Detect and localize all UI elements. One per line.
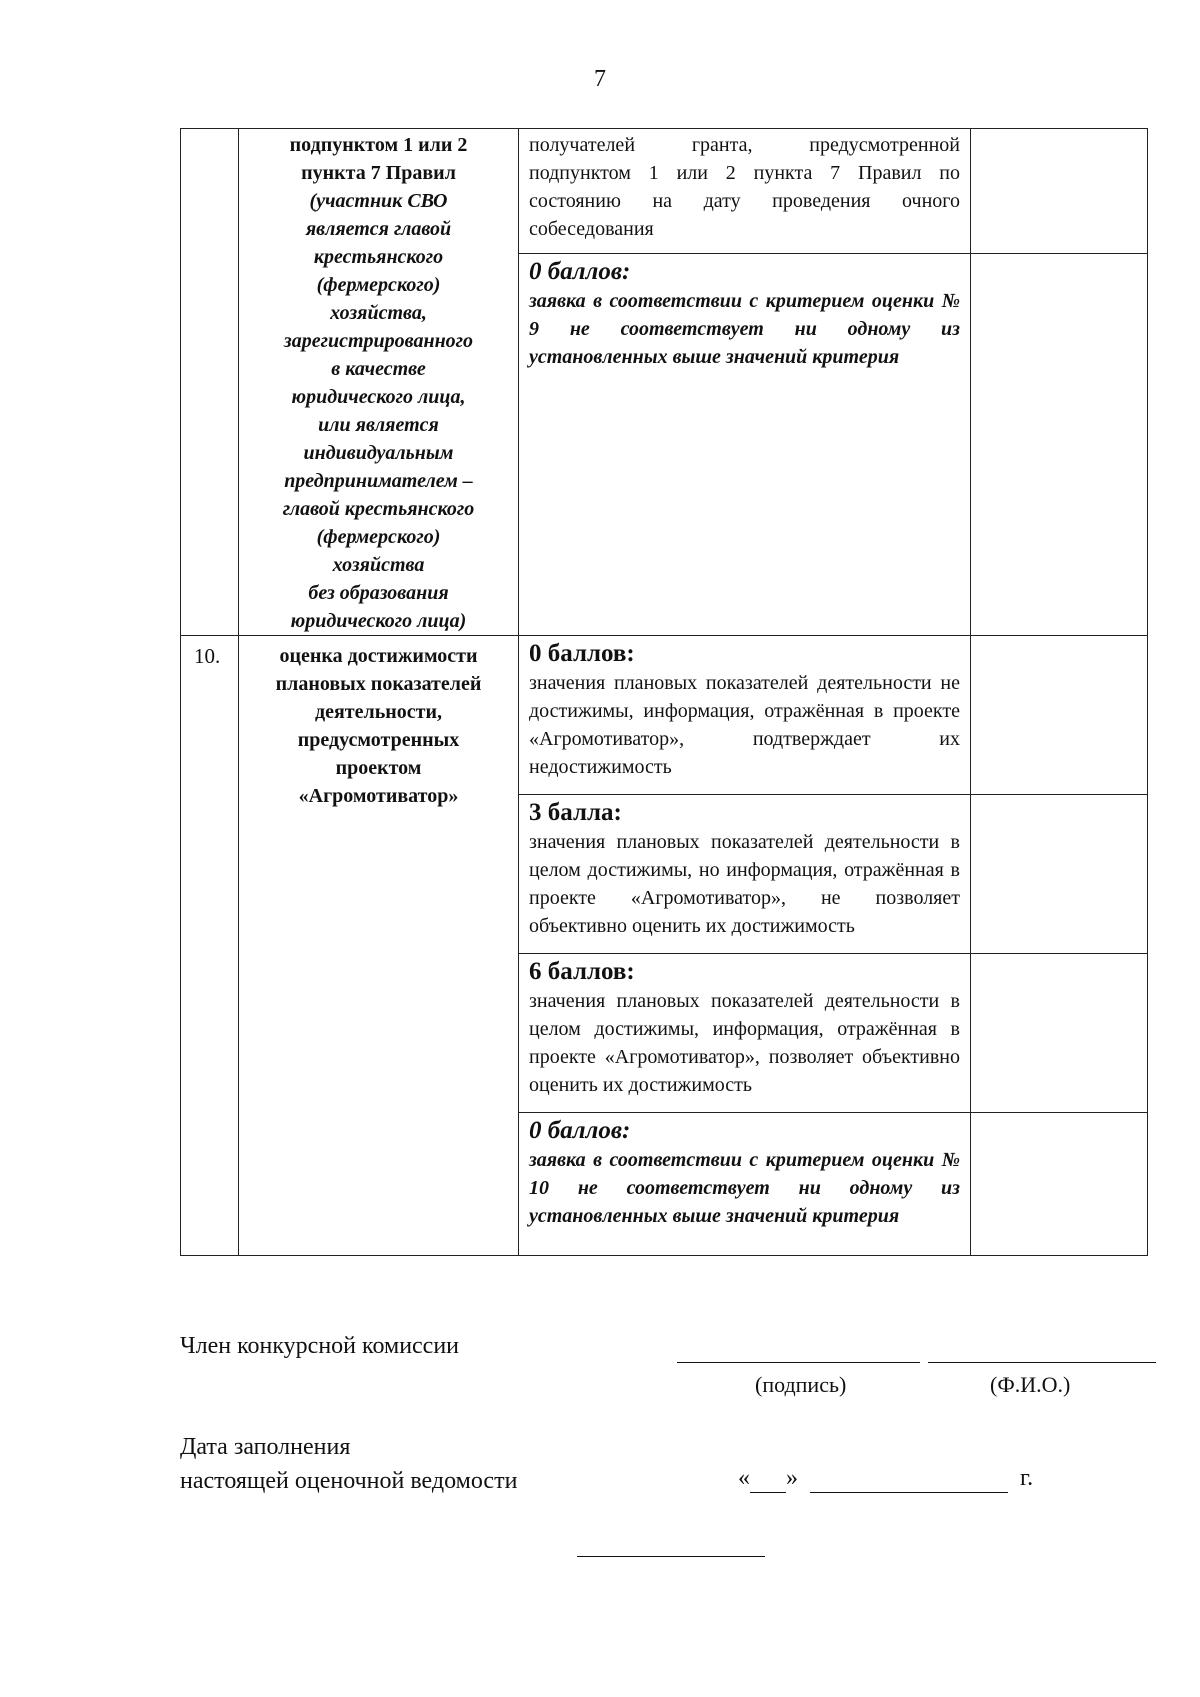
criterion-10-name-line: предусмотренных	[297, 729, 460, 751]
full-name-line[interactable]	[928, 1362, 1156, 1363]
score-label-level-0: 0 баллов:	[529, 640, 635, 667]
criterion-9-name-line: (фермерского)	[316, 274, 441, 296]
criterion-10-name-line: плановых показателей	[275, 673, 482, 695]
criterion-9-name-line: главой крестьянского	[282, 498, 475, 520]
criterion-9-name-line: зарегистрированного	[283, 330, 474, 352]
score-label-level-3: 3 балла:	[529, 799, 622, 826]
description-cell	[519, 254, 971, 636]
score-cell	[971, 795, 1148, 954]
criterion-9-name-line: индивидуальным	[303, 442, 454, 464]
commission-member-label: Член конкурсной комиссии	[180, 1333, 460, 1359]
description-cell	[519, 129, 971, 254]
day-open-quote: «	[738, 1465, 750, 1491]
row-number-cell	[181, 636, 239, 1256]
criterion-9-name-line: пункта 7 Правил	[301, 162, 456, 184]
score-label-level-6: 6 баллов:	[529, 958, 635, 985]
full-name-caption: (Ф.И.О.)	[990, 1372, 1071, 1397]
criterion-name-cell	[239, 129, 519, 636]
criterion-10-name-line: проектом	[335, 757, 422, 779]
criterion-9-name-line: или является	[318, 414, 439, 436]
criterion-9-name-line: (участник СВО	[309, 190, 448, 212]
row-number-cell	[181, 129, 239, 636]
fill-date-field	[738, 1465, 1033, 1493]
score-text-zero: заявка в соответствии с критерием оценки № 10 не соответствует ни одному из установленных выше значений критерия	[529, 1149, 960, 1227]
signature-line[interactable]	[677, 1362, 920, 1363]
criterion-9-name-line: (фермерского)	[316, 526, 441, 548]
criterion-9-name-line: юридического лица,	[291, 386, 466, 408]
score-label-zero: 0 баллов:	[529, 1117, 631, 1144]
criterion-10-name-line: оценка достижимости	[279, 645, 478, 667]
fill-date-label	[180, 1430, 517, 1498]
evaluation-table	[180, 128, 1148, 1256]
criterion-9-name-line: юридического лица)	[290, 610, 467, 632]
score-cell	[971, 954, 1148, 1113]
criterion-9-name	[239, 129, 518, 635]
score-cell	[971, 636, 1148, 795]
score-text-level-0: значения плановых показателей деятельности не достижимы, информация, отражённая в проекте «Агромотиватор», подтверждает их недостижимость	[529, 672, 960, 778]
criterion-9-name-line: является главой	[305, 218, 452, 240]
criterion-9-name-line: предпринимателем –	[284, 470, 473, 492]
month-year-blank[interactable]	[810, 1465, 1008, 1493]
score-label-zero: 0 баллов:	[529, 258, 631, 286]
page-number: 7	[594, 66, 606, 92]
criterion-name-cell	[239, 636, 519, 1256]
year-suffix: г.	[1020, 1465, 1034, 1491]
score-cell	[971, 129, 1148, 254]
criterion-9-name-line: подпунктом 1 или 2	[289, 134, 468, 156]
criterion-10-name	[239, 636, 518, 810]
description-cell	[519, 1113, 971, 1256]
fill-date-label-line-2: настоящей оценочной ведомости	[180, 1468, 518, 1494]
criterion-9-name-line: крестьянского	[313, 246, 444, 268]
criterion-10-name-line: «Агромотиватор»	[298, 785, 459, 807]
description-cell	[519, 954, 971, 1113]
description-cell	[519, 636, 971, 795]
day-close-quote: »	[786, 1465, 798, 1491]
row-number: 10.	[194, 644, 221, 668]
day-blank[interactable]	[750, 1465, 786, 1493]
criterion-9-name-line: без образования	[308, 582, 449, 604]
score-text-zero: заявка в соответствии с критерием оценки № 9 не соответствует ни одному из установленных выше значений критерия	[529, 290, 960, 369]
table-row-criterion-10-level-0	[181, 636, 1148, 795]
criterion-9-description: получателей гранта, предусмотренной подпунктом 1 или 2 пункта 7 Правил по состоянию на дату проведения очного собеседования	[529, 134, 960, 240]
signature-caption: (подпись)	[755, 1372, 847, 1397]
score-cell	[971, 254, 1148, 636]
criterion-10-name-line: деятельности,	[314, 701, 443, 723]
criterion-9-name-line: хозяйства	[332, 554, 425, 576]
score-text-level-6: значения плановых показателей деятельности в целом достижимы, информация, отражённая в проекте «Агромотиватор», позволяет объективно оценить их достижимость	[529, 990, 960, 1096]
criterion-9-name-line: хозяйства,	[330, 302, 427, 324]
fill-date-label-line-1: Дата заполнения	[180, 1434, 351, 1460]
closing-rule	[577, 1556, 765, 1557]
table-row-criterion-9-cont	[181, 129, 1148, 254]
score-text-level-3: значения плановых показателей деятельности в целом достижимы, но информация, отражённая в проекте «Агромотиватор», не позволяет объективно оценить их достижимость	[529, 831, 960, 937]
description-cell	[519, 795, 971, 954]
criterion-9-name-line: в качестве	[331, 358, 426, 380]
score-cell	[971, 1113, 1148, 1256]
